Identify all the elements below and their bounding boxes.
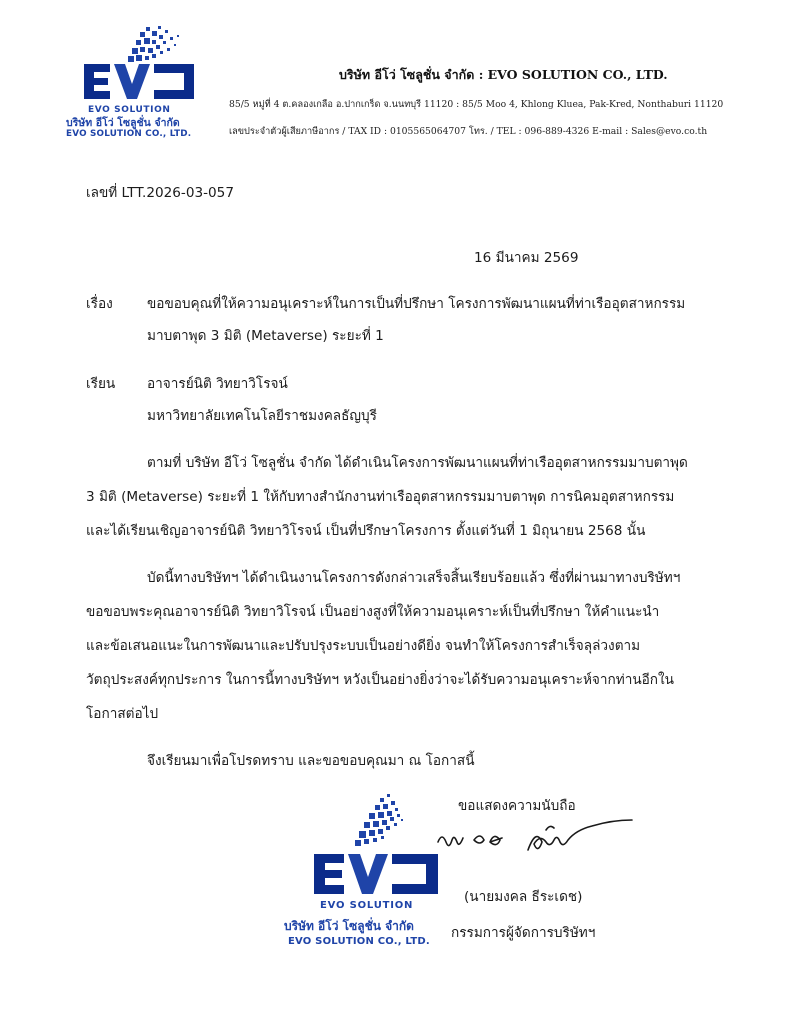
signer-title: กรรมการผู้จัดการบริษัทฯ: [451, 925, 596, 941]
company-name: บริษัท อีโว่ โซลูชั่น จำกัด : EVO SOLUTION CO., LTD.: [339, 67, 668, 82]
to-organization: มหาวิทยาลัยเทคโนโลยีราชมงคลธัญบุรี: [147, 408, 377, 424]
para2-line-5: โอกาสต่อไป: [86, 706, 159, 722]
letter-date: 16 มีนาคม 2569: [474, 250, 579, 266]
company-stamp: [284, 792, 454, 957]
stamp-company-th: บริษัท อีโว่ โซลูชั่น จำกัด: [284, 919, 414, 933]
para2-line-4: วัตถุประสงค์ทุกประการ ในการนี้ทางบริษัทฯ หวังเป็นอย่างยิ่งว่าจะได้รับความอนุเคราะห์จากท่านอีกใน: [86, 672, 674, 688]
to-label: เรียน: [86, 376, 116, 392]
regards: ขอแสดงความนับถือ: [458, 798, 576, 814]
evo-logo-icon: [66, 22, 216, 117]
ref-number: เลขที่ LTT.2026-03-057: [86, 185, 234, 201]
para2-line-2: ขอขอบพระคุณอาจารย์นิติ วิทยาวิโรจน์ เป็นอย่างสูงที่ให้ความอนุเคราะห์เป็นที่ปรึกษา ให้คำแนะนำ: [86, 604, 660, 620]
letterhead-logo: [66, 22, 216, 137]
subject-line-1: ขอขอบคุณที่ให้ความอนุเคราะห์ในการเป็นที่ปรึกษา โครงการพัฒนาแผนที่ท่าเรืออุตสาหกรรม: [147, 296, 686, 312]
closing-line: จึงเรียนมาเพื่อโปรดทราบ และขอขอบคุณมา ณ โอกาสนี้: [147, 753, 475, 769]
para2-line-1: บัดนี้ทางบริษัทฯ ได้ดำเนินงานโครงการดังกล่าวเสร็จสิ้นเรียบร้อยแล้ว ซึ่งที่ผ่านมาทางบริษัทฯ: [147, 570, 681, 586]
logo-brand-text: EVO SOLUTION: [88, 105, 171, 115]
company-contact: เลขประจำตัวผู้เสียภาษีอากร / TAX ID : 0105565064707 โทร. / TEL : 096-889-4326 E-mail : Sales@evo.co.th: [229, 126, 708, 137]
signer-name: (นายมงคล ธีระเดช): [464, 889, 583, 905]
subject-label: เรื่อง: [86, 296, 113, 312]
stamp-brand-text: EVO SOLUTION: [320, 900, 414, 911]
to-name: อาจารย์นิติ วิทยาวิโรจน์: [147, 376, 288, 392]
evo-stamp-logo-icon: [284, 792, 454, 912]
subject-line-2: มาบตาพุด 3 มิติ (Metaverse) ระยะที่ 1: [147, 328, 384, 344]
para1-line-3: และได้เรียนเชิญอาจารย์นิติ วิทยาวิโรจน์ เป็นที่ปรึกษาโครงการ ตั้งแต่วันที่ 1 มิถุนายน 2568 นั้น: [86, 523, 646, 539]
para2-line-3: และข้อเสนอแนะในการพัฒนาและปรับปรุงระบบเป็นอย่างดียิ่ง จนทำให้โครงการสำเร็จลุล่วงตาม: [86, 638, 641, 654]
para1-line-2: 3 มิติ (Metaverse) ระยะที่ 1 ให้กับทางสำนักงานท่าเรืออุตสาหกรรมมาบตาพุด การนิคมอุตสาหกรรม: [86, 489, 675, 505]
logo-company-en: EVO SOLUTION CO., LTD.: [66, 129, 192, 139]
signature-image: [428, 812, 658, 872]
stamp-company-en: EVO SOLUTION CO., LTD.: [288, 936, 430, 947]
company-address: 85/5 หมู่ที่ 4 ต.คลองเกลือ อ.ปากเกร็ด จ.นนทบุรี 11120 : 85/5 Moo 4, Khlong Kluea, Pak-Kred, Nonthaburi 11120: [229, 99, 724, 110]
para1-line-1: ตามที่ บริษัท อีโว่ โซลูชั่น จำกัด ได้ดำเนินโครงการพัฒนาแผนที่ท่าเรืออุตสาหกรรมมาบตาพุด: [147, 455, 688, 471]
logo-company-th: บริษัท อีโว่ โซลูชั่น จำกัด: [66, 117, 180, 129]
